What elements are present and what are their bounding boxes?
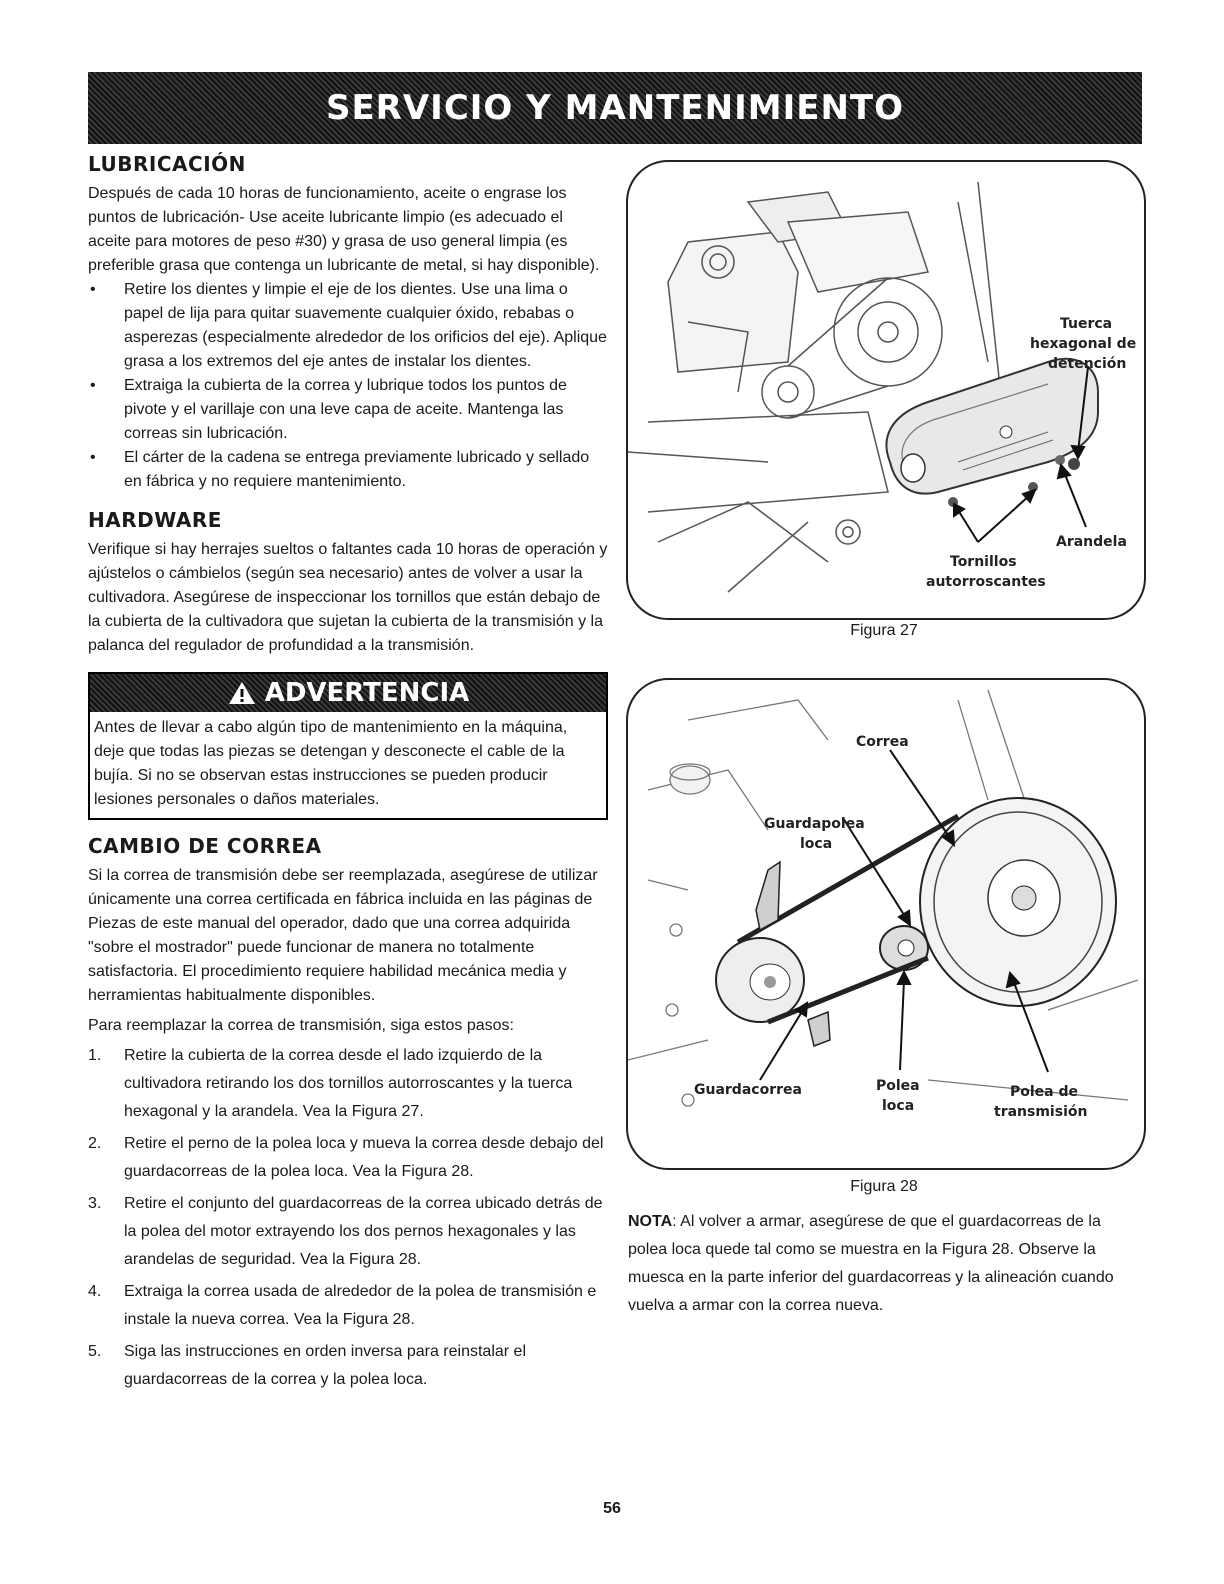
label-tuerca-2: hexagonal de [1030,336,1137,352]
hardware-text: Verifique si hay herrajes sueltos o faltantes cada 10 horas de operación y ajústelos o cámbielos (según sea necesario) antes de volver a usar la cultivadora. Asegúrese de inspeccionar los tornillos que están debajo de la cubierta de la cultivadora que sujetan la cubierta de la transmisión y la palanca del regulador de profundidad a la transmisión. [88,541,608,654]
page-title: SERVICIO Y MANTENIMIENTO [325,88,905,128]
list-item [88,1278,608,1334]
figure-27 [626,160,1146,620]
label-transmision-1: Polea de [1010,1084,1079,1100]
label-guardacorrea: Guardacorrea [694,1082,802,1098]
nota-label: NOTA [628,1213,673,1230]
label-transmision-2: transmisión [994,1104,1088,1120]
nota-paragraph [628,1208,1138,1320]
step-text: Extraiga la correa usada de alrededor de la polea de transmisión e instale la nueva correa. Vea la Figura 28. [124,1283,597,1328]
belt-pulley-illustration [628,680,1144,1168]
label-guardapolea-2: loca [800,836,833,852]
label-tornillos-1: Tornillos [950,554,1017,570]
warning-title: ADVERTENCIA [264,678,470,708]
list-item [88,1042,608,1126]
step-text: Retire el conjunto del guardacorreas de la correa ubicado detrás de la polea del motor extrayendo los dos pernos hexagonales y las arandelas de seguridad. Vea la Figura 28. [124,1195,603,1268]
step-number: 5. [88,1343,102,1360]
belt-cover-illustration [628,162,1144,618]
list-item [88,1338,608,1394]
label-tornillos-2: autorroscantes [926,574,1046,590]
cambio-lead: Para reemplazar la correa de transmisión, siga estos pasos: [88,1017,514,1034]
list-item [88,1190,608,1274]
label-guardapolea-1: Guardapolea [764,816,865,832]
step-number: 4. [88,1283,102,1300]
lubricacion-intro: Después de cada 10 horas de funcionamiento, aceite o engrase los puntos de lubricación- Use aceite lubricante limpio (es adecuado el aceite para motores de peso #30) y grasa de uso general limpia (es preferible grasa que contenga un lubricante de metal, si hay disponible). [88,185,600,274]
warning-box [88,672,608,820]
step-number: 1. [88,1047,102,1064]
cambio-heading: CAMBIO DE CORREA [88,834,322,858]
label-polea-2: loca [882,1098,915,1114]
page-number: 56 [603,1500,621,1517]
label-correa: Correa [856,734,909,750]
washer-icon [1055,455,1065,465]
step-text: Retire el perno de la polea loca y mueva la correa desde debajo del guardacorreas de la polea loca. Vea la Figura 28. [124,1135,604,1180]
step-number: 3. [88,1195,102,1212]
list-item: • El cárter de la cadena se entrega previamente lubricado y sellado en fábrica y no requiere mantenimiento. [88,446,608,494]
step-text: Retire la cubierta de la correa desde el lado izquierdo de la cultivadora retirando los dos tornillos autorroscantes y la tuerca hexagonal y la arandela. Vea la Figura 27. [124,1047,573,1120]
warning-triangle-icon [227,680,257,706]
warning-header [90,674,606,712]
label-polea-1: Polea [876,1078,920,1094]
page-header-banner [88,72,1142,144]
lubricacion-heading: LUBRICACIÓN [88,152,246,176]
label-tuerca-1: Tuerca [1060,316,1113,332]
warning-text: Antes de llevar a cabo algún tipo de mantenimiento en la máquina, deje que todas las piezas se detengan y desconecte el cable de la bujía. Si no se observan estas instrucciones se pueden producir lesiones personales o daños materiales. [94,719,568,808]
drive-pulley [920,798,1116,1006]
cambio-intro: Si la correa de transmisión debe ser reemplazada, asegúrese de utilizar únicamente una correa certificada en fábrica incluida en las páginas de Piezas de este manual del operador, dado que una correa adquirida "sobre el mostrador" puede funcionar de manera no totalmente satisfactoria. El procedimiento requiere habilidad mecánica media y herramientas habitualmente disponibles. [88,867,598,1004]
hardware-heading: HARDWARE [88,508,222,532]
list-item: • Extraiga la cubierta de la correa y lubrique todos los puntos de pivote y el varillaje con una leve capa de aceite. Mantenga las correas sin lubricación. [88,374,608,446]
list-item [88,1130,608,1186]
cambio-steps [88,1042,608,1394]
list-item: • Retire los dientes y limpie el eje de los dientes. Use una lima o papel de lija para quitar suavemente cualquier óxido, rebabas o asperezas (especialmente alrededor de los orificios del eje). Aplique grasa a los extremos del eje antes de instalar los dientes. [88,278,608,374]
hex-nut-icon [1068,458,1080,470]
lubricacion-list [88,278,608,494]
figure-27-caption: Figura 27 [850,622,918,639]
step-number: 2. [88,1135,102,1152]
label-arandela: Arandela [1056,534,1127,550]
label-tuerca-3: detención [1048,356,1127,372]
step-text: Siga las instrucciones en orden inversa para reinstalar el guardacorreas de la correa y la polea loca. [124,1343,526,1388]
belt-guard [756,862,780,930]
figure-28-caption: Figura 28 [850,1178,918,1195]
nota-text: : Al volver a armar, asegúrese de que el guardacorreas de la polea loca quede tal como se muestra en la Figura 28. Observe la muesca en la parte inferior del guardacorreas y la alineación cuando vuelva a armar con la correa nueva. [628,1213,1114,1314]
left-column [88,152,608,1398]
engine-pulley [716,938,804,1022]
figure-28 [626,678,1146,1170]
